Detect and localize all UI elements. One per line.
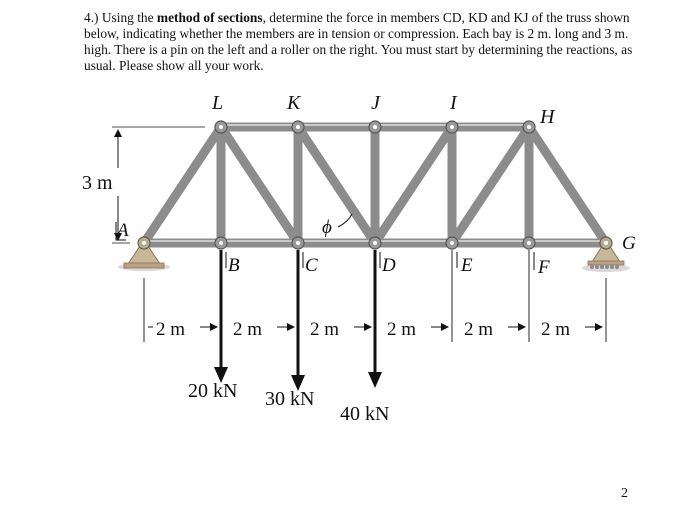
member-LC: [221, 127, 298, 243]
node-label-J: J: [371, 92, 380, 114]
problem-number: 4.): [84, 10, 99, 25]
load-label-40kN: 40 kN: [340, 403, 390, 425]
height-label: 3 m: [82, 172, 113, 194]
angle-label: ϕ: [322, 217, 332, 238]
node-label-F: F: [538, 257, 550, 278]
truss-members: [144, 127, 606, 243]
node-label-L: L: [212, 92, 224, 114]
bay-label-1: 2 m: [156, 319, 186, 340]
problem-text-before: Using the: [98, 10, 157, 25]
node-label-K: K: [287, 92, 301, 114]
member-HG: [529, 127, 606, 243]
member-AL: [144, 127, 221, 243]
node-label-B: B: [228, 255, 240, 276]
load-label-30kN: 30 kN: [265, 388, 315, 410]
member-ID: [375, 127, 452, 243]
node-label-G: G: [622, 233, 636, 254]
load-arrows: [221, 250, 375, 383]
bay-label-3: 2 m: [310, 319, 340, 340]
bay-label-2: 2 m: [233, 319, 263, 340]
problem-text-bold: method of sections: [156, 10, 263, 25]
node-label-D: D: [382, 255, 396, 276]
node-label-E: E: [461, 255, 473, 276]
bay-label-5: 2 m: [464, 319, 494, 340]
bay-label-4: 2 m: [387, 319, 417, 340]
bay-label-6: 2 m: [541, 319, 571, 340]
node-label-C: C: [305, 255, 318, 276]
member-HE: [452, 127, 529, 243]
angle-marker: [322, 214, 352, 238]
node-label-A: A: [117, 220, 129, 241]
member-KD: [298, 127, 375, 243]
node-label-I: I: [450, 92, 457, 114]
load-label-20kN: 20 kN: [188, 380, 238, 402]
node-label-H: H: [540, 106, 555, 128]
problem-text-after: , determine the force in members CD, KD and KJ of the truss shown below, indicating whether the members are in tension or compression. Each bay is 2 m. long and 3 m. high. There is a pin on the left and a roller on the right. You must start by determining the reactions, as usual. Please show all your work.: [84, 10, 633, 73]
page-number: 2: [621, 486, 628, 501]
